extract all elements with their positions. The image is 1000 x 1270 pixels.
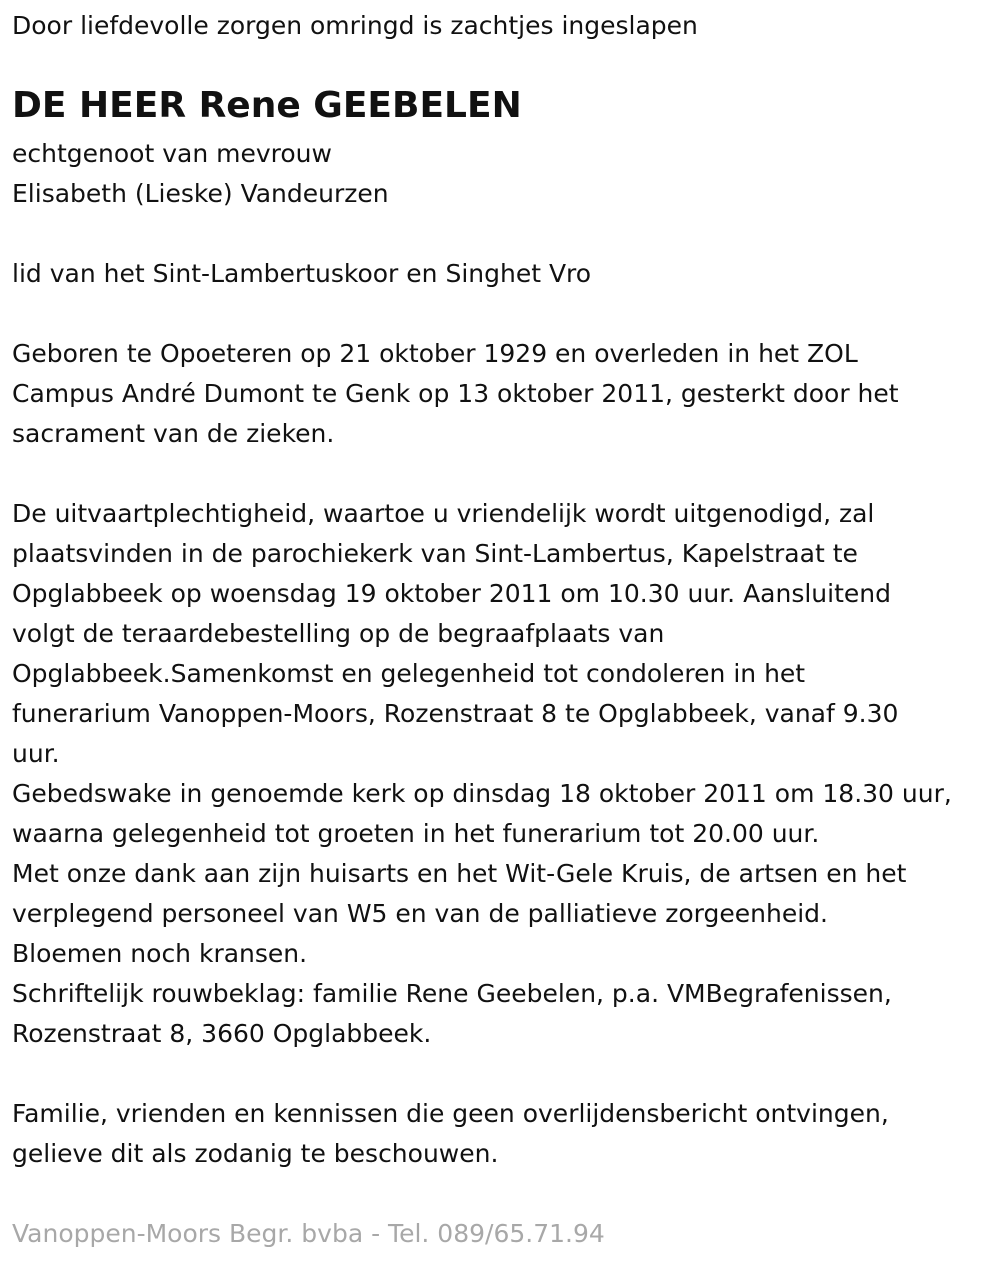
funeral-home-footer: Vanoppen-Moors Begr. bvba - Tel. 089/65.71.94 <box>12 1219 605 1248</box>
flowers-line: Bloemen noch kransen. <box>12 939 308 968</box>
vigil-line: waarna gelegenheid tot groeten in het funerarium tot 20.00 uur. <box>12 819 820 848</box>
birth-death-block <box>12 334 899 454</box>
membership-block <box>12 254 591 294</box>
family-line: gelieve dit als zodanig te beschouwen. <box>12 1139 499 1168</box>
condolence-line: Schriftelijk rouwbeklag: familie Rene Geebelen, p.a. VMBegrafenissen, <box>12 979 892 1008</box>
family-line: Familie, vrienden en kennissen die geen overlijdensbericht ontvingen, <box>12 1099 889 1128</box>
spouse-line: echtgenoot van mevrouw <box>12 139 332 168</box>
thanks-line: Met onze dank aan zijn huisarts en het Wit-Gele Kruis, de artsen en het <box>12 859 907 888</box>
spouse-line: Elisabeth (Lieske) Vandeurzen <box>12 179 389 208</box>
birth-death-line: Geboren te Opoeteren op 21 oktober 1929 en overleden in het ZOL <box>12 339 858 368</box>
funeral-line: plaatsvinden in de parochiekerk van Sint-Lambertus, Kapelstraat te <box>12 539 858 568</box>
intro-text: Door liefdevolle zorgen omringd is zachtjes ingeslapen <box>12 11 698 40</box>
funeral-line: De uitvaartplechtigheid, waartoe u vriendelijk wordt uitgenodigd, zal <box>12 499 875 528</box>
condolence-line: Rozenstraat 8, 3660 Opglabbeek. <box>12 1019 432 1048</box>
birth-death-line: Campus André Dumont te Genk op 13 oktober 2011, gesterkt door het <box>12 379 899 408</box>
thanks-line: verplegend personeel van W5 en van de palliatieve zorgeenheid. <box>12 899 828 928</box>
funeral-line: volgt de teraardebestelling op de begraafplaats van <box>12 619 665 648</box>
spouse-block <box>12 134 389 214</box>
vigil-line: Gebedswake in genoemde kerk op dinsdag 18 oktober 2011 om 18.30 uur, <box>12 779 952 808</box>
funeral-line: funerarium Vanoppen-Moors, Rozenstraat 8 te Opglabbeek, vanaf 9.30 <box>12 699 899 728</box>
membership-text: lid van het Sint-Lambertuskoor en Singhet Vro <box>12 259 592 288</box>
birth-death-line: sacrament van de zieken. <box>12 419 335 448</box>
funeral-line: Opglabbeek op woensdag 19 oktober 2011 om 10.30 uur. Aansluitend <box>12 579 891 608</box>
funeral-line: Opglabbeek.Samenkomst en gelegenheid tot condoleren in het <box>12 659 806 688</box>
family-block <box>12 1094 889 1174</box>
funeral-block <box>12 494 952 1054</box>
funeral-line: uur. <box>12 739 60 768</box>
deceased-name: DE HEER Rene GEEBELEN <box>12 85 522 126</box>
